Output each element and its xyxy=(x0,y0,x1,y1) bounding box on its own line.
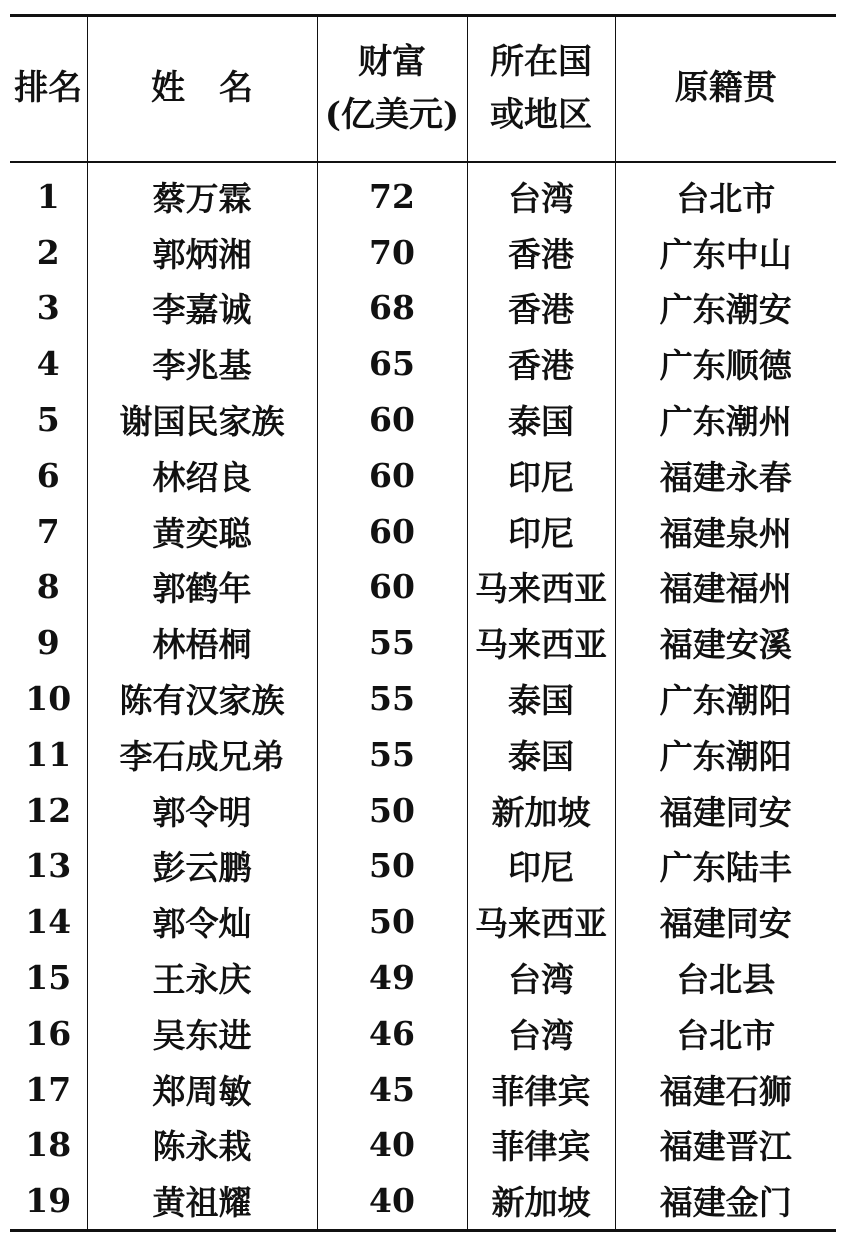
cell-name: 蔡万霖 xyxy=(87,162,317,225)
cell-region: 马来西亚 xyxy=(467,559,615,615)
cell-name: 郭炳湘 xyxy=(87,224,317,280)
cell-wealth: 49 xyxy=(317,950,467,1006)
wealth-ranking-table xyxy=(10,14,836,1232)
cell-origin: 广东陆丰 xyxy=(615,838,836,894)
header-origin xyxy=(615,16,836,162)
cell-region: 马来西亚 xyxy=(467,615,615,671)
cell-origin: 福建晋江 xyxy=(615,1117,836,1173)
cell-origin: 台北县 xyxy=(615,950,836,1006)
table-row xyxy=(10,1117,836,1173)
cell-region: 泰国 xyxy=(467,392,615,448)
cell-rank: 13 xyxy=(25,846,72,886)
cell-name: 李兆基 xyxy=(87,336,317,392)
cell-wealth: 60 xyxy=(317,392,467,448)
cell-wealth: 70 xyxy=(317,224,467,280)
cell-origin: 台北市 xyxy=(615,162,836,225)
cell-origin: 福建泉州 xyxy=(615,503,836,559)
cell-rank: 9 xyxy=(36,623,60,663)
table-header xyxy=(10,16,836,162)
cell-wealth: 46 xyxy=(317,1005,467,1061)
header-rank xyxy=(10,16,87,162)
header-row xyxy=(10,16,836,162)
table-row xyxy=(10,447,836,503)
cell-region: 台湾 xyxy=(467,950,615,1006)
cell-origin: 广东顺德 xyxy=(615,336,836,392)
cell-rank: 7 xyxy=(36,511,60,551)
header-name-text: 姓 名 xyxy=(151,68,253,109)
table-row xyxy=(10,162,836,225)
table-row xyxy=(10,559,836,615)
cell-name: 郑周敏 xyxy=(87,1061,317,1117)
header-wealth xyxy=(317,16,467,162)
cell-origin: 福建同安 xyxy=(615,894,836,950)
table-row xyxy=(10,1061,836,1117)
table-row xyxy=(10,671,836,727)
cell-origin: 福建同安 xyxy=(615,782,836,838)
cell-wealth: 55 xyxy=(317,615,467,671)
cell-name: 陈有汉家族 xyxy=(87,671,317,727)
cell-region: 新加坡 xyxy=(467,782,615,838)
cell-wealth: 50 xyxy=(317,782,467,838)
cell-wealth: 68 xyxy=(317,280,467,336)
cell-name: 彭云鹏 xyxy=(87,838,317,894)
cell-name: 黄奕聪 xyxy=(87,503,317,559)
header-name xyxy=(87,16,317,162)
table-row xyxy=(10,894,836,950)
cell-rank: 14 xyxy=(25,902,72,942)
cell-region: 香港 xyxy=(467,280,615,336)
cell-wealth: 40 xyxy=(317,1117,467,1173)
cell-name: 陈永栽 xyxy=(87,1117,317,1173)
cell-region: 台湾 xyxy=(467,1005,615,1061)
cell-rank: 16 xyxy=(25,1013,72,1053)
cell-origin: 福建石狮 xyxy=(615,1061,836,1117)
cell-origin: 广东潮阳 xyxy=(615,726,836,782)
cell-rank: 18 xyxy=(25,1125,72,1165)
table-row xyxy=(10,503,836,559)
table-row xyxy=(10,392,836,448)
cell-rank: 8 xyxy=(36,567,60,607)
cell-origin: 广东潮阳 xyxy=(615,671,836,727)
cell-rank: 10 xyxy=(25,679,72,719)
cell-region: 台湾 xyxy=(467,162,615,225)
cell-wealth: 55 xyxy=(317,671,467,727)
table-body xyxy=(10,162,836,1231)
cell-name: 林绍良 xyxy=(87,447,317,503)
cell-region: 印尼 xyxy=(467,503,615,559)
table-row xyxy=(10,336,836,392)
cell-name: 郭令明 xyxy=(87,782,317,838)
table-row xyxy=(10,950,836,1006)
cell-rank: 3 xyxy=(36,288,60,328)
header-region-line2: 或地区 xyxy=(490,94,592,135)
cell-name: 王永庆 xyxy=(87,950,317,1006)
cell-region: 泰国 xyxy=(467,726,615,782)
cell-region: 菲律宾 xyxy=(467,1061,615,1117)
cell-region: 香港 xyxy=(467,224,615,280)
cell-origin: 福建金门 xyxy=(615,1173,836,1230)
table-row xyxy=(10,224,836,280)
cell-origin: 广东潮安 xyxy=(615,280,836,336)
cell-wealth: 60 xyxy=(317,559,467,615)
cell-name: 郭鹤年 xyxy=(87,559,317,615)
header-origin-text: 原籍贯 xyxy=(674,68,777,109)
header-wealth-line2: (亿美元) xyxy=(324,94,460,135)
cell-rank: 6 xyxy=(36,455,60,495)
cell-rank: 5 xyxy=(36,400,60,440)
cell-wealth: 72 xyxy=(317,162,467,225)
cell-origin: 台北市 xyxy=(615,1005,836,1061)
cell-region: 马来西亚 xyxy=(467,894,615,950)
cell-origin: 广东潮州 xyxy=(615,392,836,448)
cell-wealth: 45 xyxy=(317,1061,467,1117)
cell-name: 李石成兄弟 xyxy=(87,726,317,782)
cell-rank: 2 xyxy=(36,232,60,272)
cell-name: 李嘉诚 xyxy=(87,280,317,336)
cell-wealth: 60 xyxy=(317,447,467,503)
cell-origin: 福建福州 xyxy=(615,559,836,615)
table-row xyxy=(10,280,836,336)
cell-origin: 福建永春 xyxy=(615,447,836,503)
cell-region: 菲律宾 xyxy=(467,1117,615,1173)
cell-rank: 1 xyxy=(36,176,60,216)
cell-wealth: 60 xyxy=(317,503,467,559)
table-row xyxy=(10,1173,836,1230)
cell-name: 郭令灿 xyxy=(87,894,317,950)
cell-rank: 15 xyxy=(25,958,72,998)
cell-region: 泰国 xyxy=(467,671,615,727)
cell-wealth: 50 xyxy=(317,838,467,894)
cell-origin: 广东中山 xyxy=(615,224,836,280)
header-wealth-line1: 财富 xyxy=(358,42,426,83)
table-row xyxy=(10,615,836,671)
cell-rank: 12 xyxy=(25,790,72,830)
header-rank-text: 排名 xyxy=(14,68,83,109)
table-row xyxy=(10,1005,836,1061)
cell-region: 印尼 xyxy=(467,447,615,503)
cell-name: 黄祖耀 xyxy=(87,1173,317,1230)
cell-rank: 17 xyxy=(25,1069,72,1109)
cell-name: 林梧桐 xyxy=(87,615,317,671)
cell-name: 谢国民家族 xyxy=(87,392,317,448)
cell-wealth: 40 xyxy=(317,1173,467,1230)
cell-region: 香港 xyxy=(467,336,615,392)
header-region-line1: 所在国 xyxy=(490,42,592,83)
cell-rank: 4 xyxy=(36,344,60,384)
table-row xyxy=(10,782,836,838)
table-row xyxy=(10,726,836,782)
cell-rank: 19 xyxy=(10,1173,87,1230)
header-region xyxy=(467,16,615,162)
cell-region: 印尼 xyxy=(467,838,615,894)
cell-region: 新加坡 xyxy=(467,1173,615,1230)
cell-name: 吴东进 xyxy=(87,1005,317,1061)
table-row xyxy=(10,838,836,894)
cell-origin: 福建安溪 xyxy=(615,615,836,671)
cell-wealth: 55 xyxy=(317,726,467,782)
cell-wealth: 65 xyxy=(317,336,467,392)
cell-rank: 11 xyxy=(25,734,72,774)
cell-wealth: 50 xyxy=(317,894,467,950)
